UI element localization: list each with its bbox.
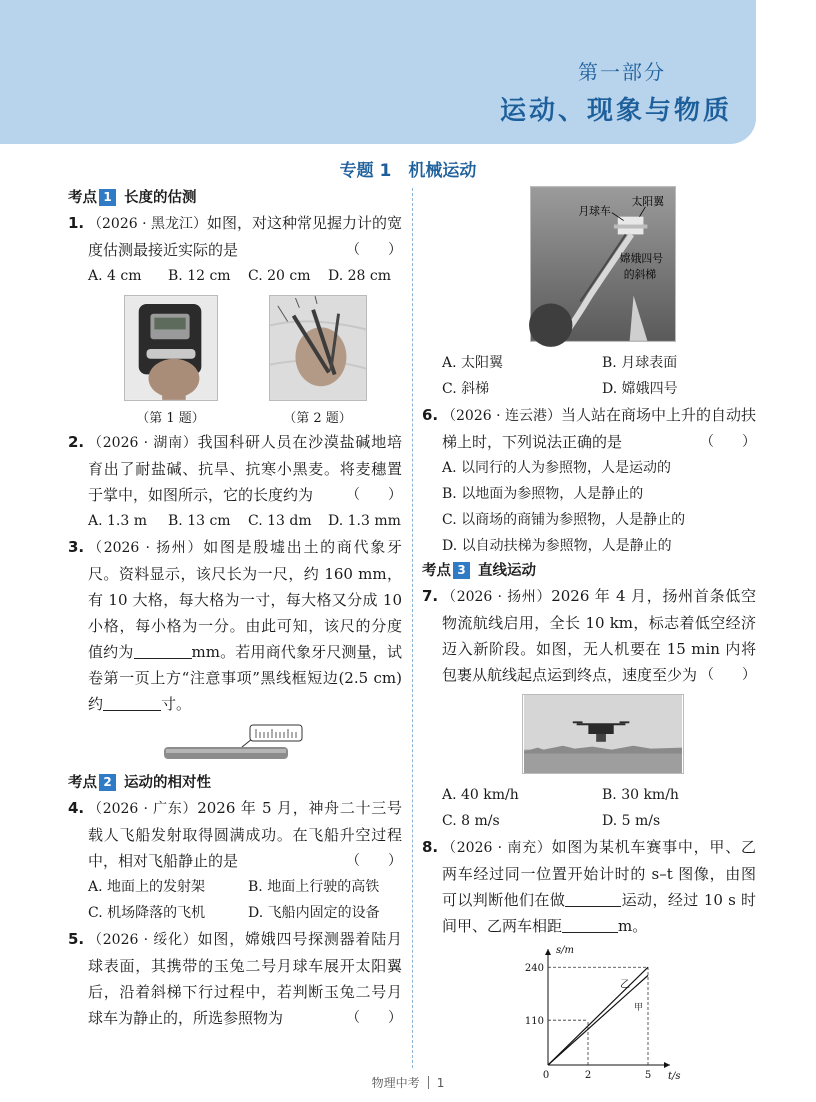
option-d: D. 1.3 mm	[328, 513, 401, 529]
y-tick-label: 110	[524, 1016, 544, 1028]
options-7-row1	[422, 782, 756, 808]
fill-blank[interactable]	[565, 891, 621, 907]
options-7-row2	[422, 808, 756, 834]
y-tick-label: 240	[524, 963, 544, 975]
moon-figure	[422, 186, 756, 346]
question-source: （2026 · 绥化）	[88, 932, 198, 948]
label-solar-wing: 太阳翼	[631, 194, 665, 208]
answer-bracket: （ ）	[346, 853, 402, 869]
section-title: 运动、现象与物质	[499, 96, 732, 126]
answer-bracket: （ ）	[346, 242, 402, 258]
answer-bracket: （ ）	[700, 434, 756, 450]
right-column	[422, 186, 756, 1085]
fill-blank[interactable]	[562, 917, 618, 933]
question-text: 如图，嫦娥四号探测器着陆月球表面，其携带的玉兔二号月球车展开太阳翼后，沿着斜梯下行过程中，若判断玉兔二号月球车为静止的，所选参照物为	[88, 930, 402, 1027]
answer-bracket: （ ）	[700, 667, 756, 683]
question-source: （2026 · 连云港）	[442, 408, 561, 424]
option-a: A. 1.3 m	[88, 513, 148, 529]
figure-row-1-2	[68, 289, 402, 429]
options-2	[68, 508, 402, 534]
option-a: A. 地面上的发射架	[88, 879, 206, 895]
figure-1	[124, 295, 218, 429]
question-number: 3.	[68, 538, 85, 556]
kaodian-title: 运动的相对性	[124, 775, 211, 791]
part-label: 第一部分	[578, 60, 666, 84]
drone-image	[522, 694, 684, 774]
series-label-yi: 乙	[620, 979, 630, 991]
figure-caption-2: （第 2 题）	[283, 411, 352, 426]
options-4-row2	[68, 900, 402, 926]
kaodian-badge: 2	[99, 774, 116, 791]
option-b: B. 30 km/h	[602, 787, 679, 803]
x-axis-label: t/s	[668, 1071, 681, 1082]
kaodian-badge: 1	[99, 189, 116, 206]
question-source: （2026 · 广东）	[88, 801, 198, 817]
question-text-cont: mm。若用商代象牙尺测量，试卷第一页上方“注意事项”黑线框短边(2.5 cm)约	[88, 643, 402, 713]
option-b: B. 以地面为参照物，人是静止的	[442, 486, 644, 502]
answer-bracket: （ ）	[346, 487, 402, 503]
question-number: 8.	[422, 838, 439, 856]
ivory-ruler-figure	[68, 717, 402, 771]
kaodian-heading-1	[68, 186, 402, 210]
question-number: 4.	[68, 799, 85, 817]
fill-blank[interactable]	[103, 695, 161, 711]
ivory-ruler-image	[164, 723, 304, 763]
series-line-1	[548, 967, 648, 1065]
st-graph-figure	[422, 939, 756, 1085]
options-1	[68, 263, 402, 289]
options-4-row1	[68, 874, 402, 900]
question-number: 7.	[422, 587, 439, 605]
question-source: （2026 · 南充）	[442, 840, 552, 856]
x-tick-label: 5	[644, 1070, 652, 1081]
option-b: B. 12 cm	[168, 268, 231, 284]
x-tick-label: 0	[542, 1070, 550, 1081]
page-number: 1	[436, 1076, 445, 1090]
option-c: C. 8 m/s	[442, 813, 500, 829]
kaodian-badge: 3	[453, 562, 470, 579]
question-source: （2026 · 扬州）	[442, 589, 552, 605]
option-a: A. 太阳翼	[442, 355, 504, 371]
fill-blank[interactable]	[134, 643, 192, 659]
question-3	[68, 534, 402, 717]
st-graph	[508, 943, 681, 1082]
label-rover: 月球车	[578, 204, 611, 218]
question-text: 如图是殷墟出土的商代象牙尺。资料显示，该尺长为一尺，约 160 mm，有 10 大格，每大格为一寸，每大格又分成 10 小格，每小格为一分。由此可知，该尺的分度值约为	[88, 538, 402, 661]
question-source: （2026 · 黑龙江）	[88, 216, 207, 232]
question-8	[422, 834, 756, 939]
question-source: （2026 · 扬州）	[88, 540, 204, 556]
series-label-jia: 甲	[634, 1003, 644, 1013]
option-c: C. 斜梯	[442, 381, 490, 397]
option-d: D. 飞船内固定的设备	[248, 905, 380, 921]
wheat-ear-image	[269, 295, 367, 401]
y-axis-label: s/m	[556, 945, 574, 956]
moon-rover-image	[530, 186, 676, 342]
kaodian-title: 直线运动	[478, 563, 536, 579]
question-number: 6.	[422, 406, 439, 424]
header-banner	[0, 0, 756, 144]
question-number: 1.	[68, 214, 85, 232]
x-tick-label: 2	[584, 1070, 592, 1081]
topic-title: 专题 1 机械运动	[339, 161, 477, 181]
option-d: D. 以自动扶梯为参照物，人是静止的	[442, 538, 672, 554]
option-c: C. 20 cm	[248, 268, 311, 284]
question-2	[68, 429, 402, 508]
option-b: B. 地面上行驶的高铁	[248, 879, 380, 895]
question-number: 5.	[68, 930, 85, 948]
question-6	[422, 402, 756, 455]
question-text: 2026 年 4 月，扬州首条低空物流航线启用，全长 10 km，标志着低空经济迈入新阶段。如图，无人机要在 15 min 内将包裹从航线起点运到终点，速度至少为	[442, 587, 756, 684]
question-5	[68, 926, 402, 1031]
question-source: （2026 · 湖南）	[88, 435, 198, 451]
figure-caption-1: （第 1 题）	[136, 411, 205, 426]
option-d: D. 5 m/s	[602, 813, 661, 829]
question-text-end: m。	[618, 917, 648, 935]
question-number: 2.	[68, 433, 85, 451]
kaodian-label: 考点	[422, 563, 451, 579]
label-ladder-2: 的斜梯	[623, 267, 657, 281]
option-d: D. 28 cm	[328, 268, 392, 284]
footer-separator	[428, 1076, 429, 1089]
kaodian-label: 考点	[68, 190, 97, 206]
option-a: A. 40 km/h	[442, 787, 519, 803]
answer-bracket: （ ）	[346, 1010, 402, 1026]
option-c: C. 机场降落的飞机	[88, 905, 206, 921]
question-text-end: 寸。	[161, 695, 192, 713]
x-axis-arrow	[664, 1062, 670, 1068]
book-title: 物理中考	[371, 1076, 420, 1090]
options-5-row2	[422, 376, 756, 402]
option-b: B. 13 cm	[168, 513, 231, 529]
option-a: A. 以同行的人为参照物，人是运动的	[442, 460, 672, 476]
option-c: C. 13 dm	[248, 513, 312, 529]
question-text-cont: 运动，经过 10 s 时间甲、乙两车相距	[442, 891, 756, 935]
options-5-row1	[422, 350, 756, 376]
drone-figure	[422, 688, 756, 782]
question-text: 我国科研人员在沙漠盐碱地培育出了耐盐碱、抗旱、抗寒小黑麦。将麦穗置于掌中，如图所示，它的长度约为	[88, 433, 402, 504]
question-text: 如图为某机车赛事中，甲、乙两车经过同一位置开始计时的 s–t 图像，由图可以判断他们在做	[442, 838, 756, 909]
option-c: C. 以商场的商铺为参照物，人是静止的	[442, 512, 686, 528]
option-d: D. 嫦娥四号	[602, 381, 678, 397]
left-column	[68, 186, 402, 1031]
question-4	[68, 795, 402, 874]
label-ladder-1: 嫦娥四号	[619, 252, 664, 266]
y-axis-arrow	[545, 949, 551, 955]
figure-2	[269, 295, 367, 429]
kaodian-heading-3	[422, 559, 756, 583]
grip-dynamometer-image	[124, 295, 218, 401]
question-1	[68, 210, 402, 263]
kaodian-title: 长度的估测	[124, 190, 197, 206]
question-text: 2026 年 5 月，神舟二十三号载人飞船发射取得圆满成功。在飞船升空过程中，相对飞船静止的是	[88, 799, 402, 870]
kaodian-label: 考点	[68, 775, 97, 791]
question-7	[422, 583, 756, 688]
option-a: A. 4 cm	[88, 268, 142, 284]
kaodian-heading-2	[68, 771, 402, 795]
page-footer	[0, 1074, 816, 1091]
question-text: 如图，对这种常见握力计的宽度估测最接近实际的是	[88, 214, 402, 259]
question-text: 当人站在商场中上升的自动扶梯上时，下列说法正确的是	[442, 406, 756, 451]
option-b: B. 月球表面	[602, 355, 678, 371]
column-divider	[412, 188, 413, 1068]
